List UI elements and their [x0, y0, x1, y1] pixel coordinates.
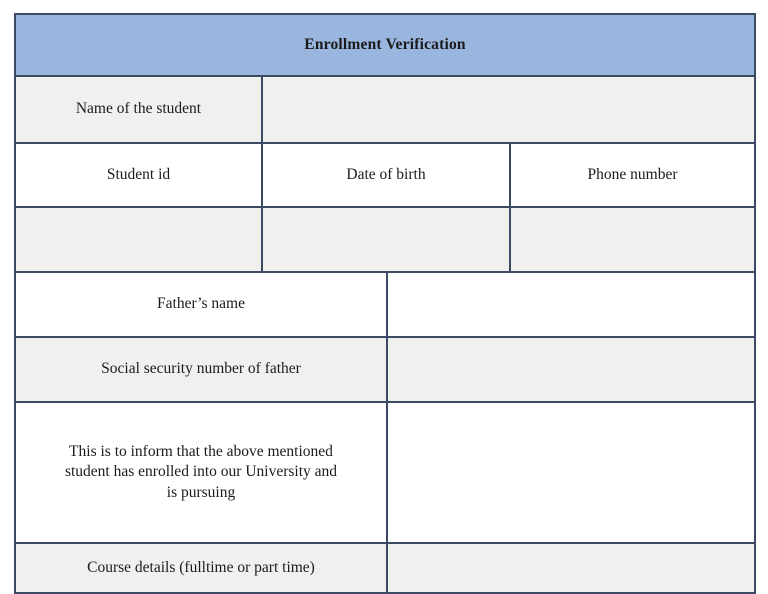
field-father-name[interactable]	[387, 272, 755, 337]
form-title: Enrollment Verification	[15, 14, 755, 76]
table-row-id-dob-phone-values	[15, 207, 755, 272]
table-row-title	[15, 14, 755, 76]
label-father-ssn: Social security number of father	[15, 337, 387, 402]
label-enrollment-statement	[15, 402, 387, 543]
label-date-of-birth: Date of birth	[262, 143, 510, 207]
label-course-details: Course details (fulltime or part time)	[15, 543, 387, 593]
field-student-id[interactable]	[15, 207, 262, 272]
statement-line-1: This is to inform that the above mentioned	[69, 443, 333, 461]
field-student-name[interactable]	[262, 76, 755, 143]
table-row-statement	[15, 402, 755, 543]
statement-line-3: is pursuing	[166, 483, 236, 501]
field-father-ssn[interactable]	[387, 337, 755, 402]
table-row-id-dob-phone-labels	[15, 143, 755, 207]
label-phone-number: Phone number	[510, 143, 755, 207]
table-row-course-details	[15, 543, 755, 593]
enrollment-verification-table	[14, 13, 756, 594]
field-course-details[interactable]	[387, 543, 755, 593]
field-enrollment-statement[interactable]	[387, 402, 755, 543]
label-student-id: Student id	[15, 143, 262, 207]
table-row-student-name	[15, 76, 755, 143]
label-student-name: Name of the student	[15, 76, 262, 143]
field-date-of-birth[interactable]	[262, 207, 510, 272]
statement-line-2: student has enrolled into our University and	[64, 463, 338, 481]
table-row-father-name	[15, 272, 755, 337]
label-father-name: Father’s name	[15, 272, 387, 337]
field-phone-number[interactable]	[510, 207, 755, 272]
table-row-father-ssn	[15, 337, 755, 402]
